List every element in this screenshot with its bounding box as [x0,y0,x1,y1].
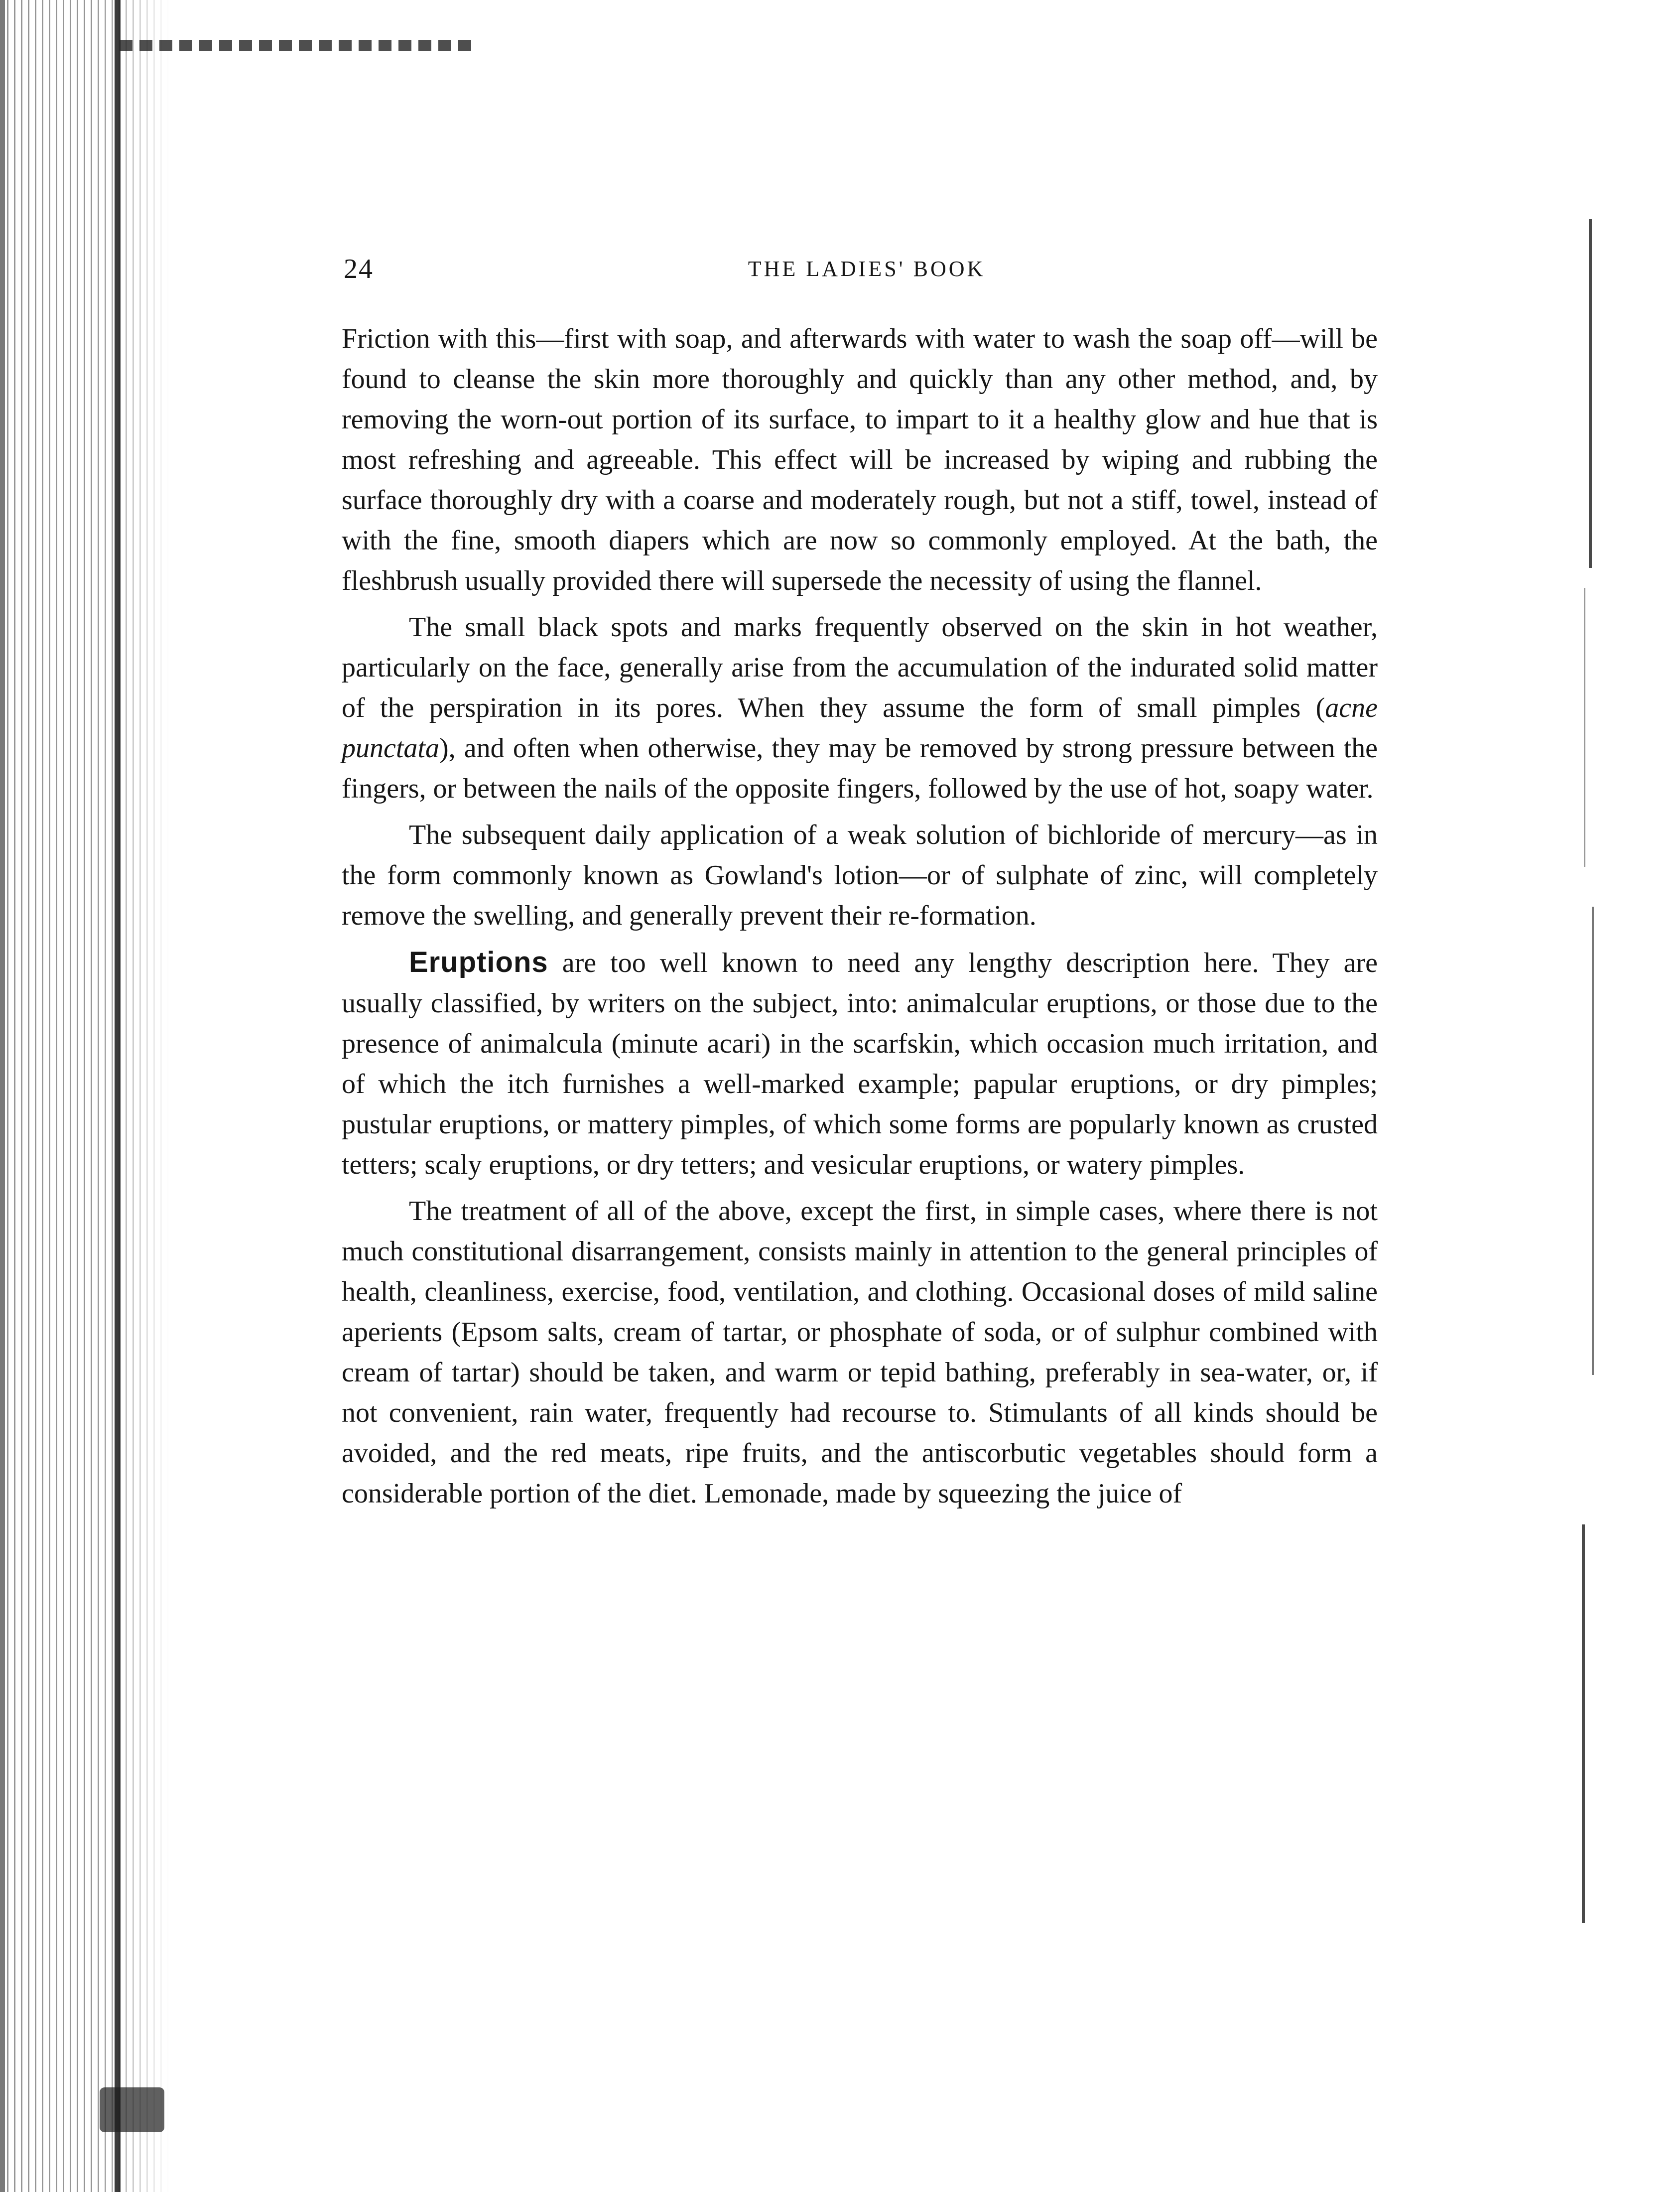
scan-mark-right-1 [1589,219,1592,568]
paragraph-friction: Friction with this—first with soap, and afterwards with water to wash the soap off—will be found to cleanse the skin more thoroughly and quickly than any other method, and, by removing the worn-out portion of its surface, to impart to it a healthy glow and hue that is most refreshing and agreeable. This effect will be increased by wiping and rubbing the surface thoroughly dry with a coarse and moderately rough, but not a stiff, towel, instead of with the fine, smooth diapers which are now so commonly employed. At the bath, the fleshbrush usually provided there will supersede the necessity of using the flannel. [342,323,1378,596]
body-text [342,319,1378,1520]
paragraph-eruptions-text: are too well known to need any lengthy description here. They are usually classified, by writers on the subject, into: animalcular eruptions, or those due to the presence of animalcula (minute acari) in the scarfskin, which occasion much irritation, and of which the itch furnishes a well-marked example; papular eruptions, or dry pimples; pustular eruptions, or mattery pimples, of which some forms are popularly known as crusted tetters; scaly eruptions, or dry tetters; and vesicular eruptions, or watery pimples. [342,948,1378,1180]
page-binding-shadow [0,0,169,2192]
page-number: 24 [344,254,374,284]
paragraph-eruptions [342,942,1378,1185]
latin-term: acne punctata [342,692,1378,764]
paragraph-black-spots-text-2: ), and often when otherwise, they may be removed by strong pressure between the fingers, or between the nails of the opposite fingers, followed by the use of hot, soapy water. [342,733,1378,804]
section-term-eruptions: Eruptions [409,946,548,978]
paragraph-treatment: The treatment of all of the above, except the first, in simple cases, where there is not much constitutional disarrangement, consists mainly in attention to the general principles of health, cleanliness, exercise, food, ventilation, and clothing. Occasional doses of mild saline aperients (Epsom salts, cream of tartar, or phosphate of soda, or of sulphur combined with cream of tartar) should be taken, and warm or tepid bathing, preferably in sea-water, or, if not convenient, rain water, frequently had recourse to. Stimulants of all kinds should be avoided, and the red meats, ripe fruits, and the antiscorbutic vegetables should form a considerable portion of the diet. Lemonade, made by squeezing the juice of [342,1196,1378,1509]
scan-mark-right-2 [1584,588,1585,867]
running-head: THE LADIES' BOOK [748,257,986,281]
paragraph-subsequent-application: The subsequent daily application of a weak solution of bichloride of mercury—as in the form commonly known as Gowland's lotion—or of sulphate of zinc, will completely remove the swelling, and generally prevent their re-formation. [342,820,1378,931]
page-header [344,249,1390,289]
paragraph-black-spots-text-1: The small black spots and marks frequently observed on the skin in hot weather, particularly on the face, generally arise from the accumulation of the indurated solid matter of the perspiration in its pores. When they assume the form of small pimples ( [342,612,1378,723]
paragraph-black-spots [342,607,1378,809]
scan-mark-right-3 [1592,907,1594,1375]
scan-smudge-bottom [100,2087,164,2132]
page-binding-line [115,0,121,2192]
scan-smudge-top [120,40,478,51]
scan-mark-right-4 [1582,1524,1585,1923]
